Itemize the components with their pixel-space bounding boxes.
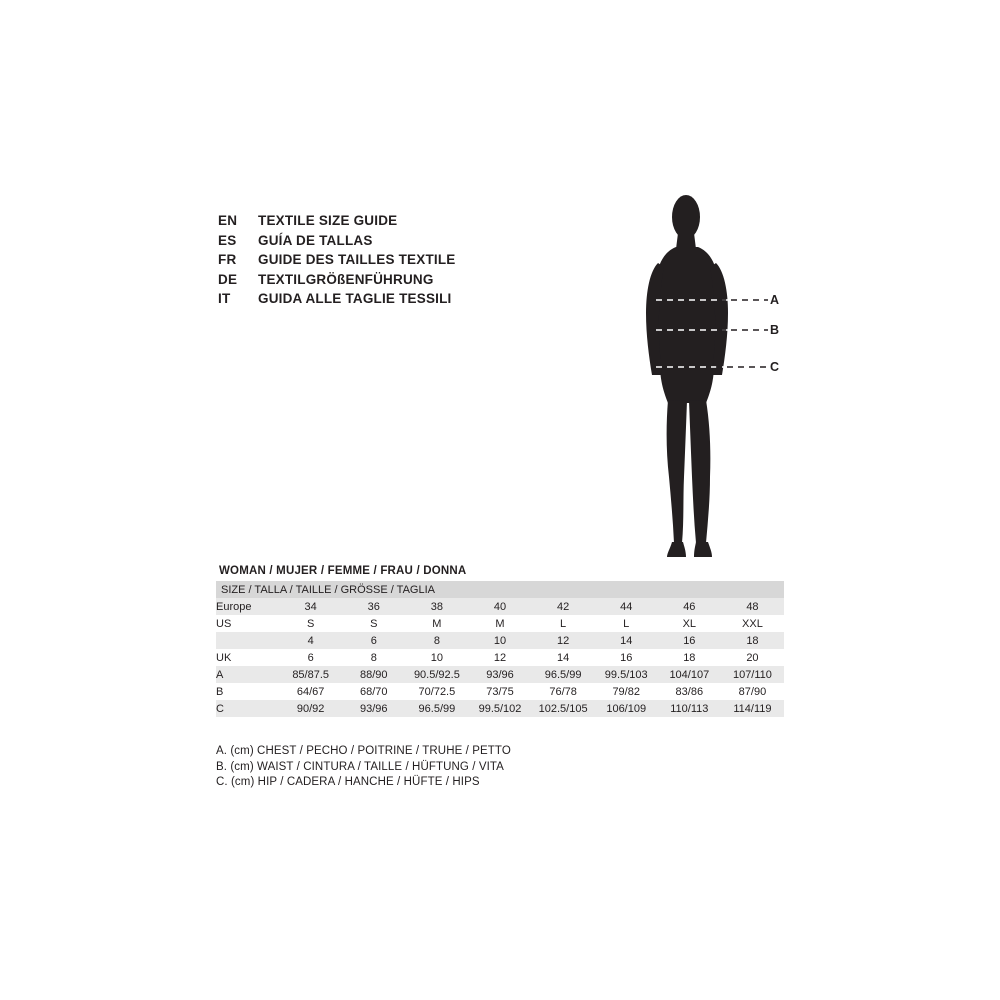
table-cell: 114/119 [721,700,784,717]
table-cell: 16 [595,649,658,666]
table-cell: 8 [405,632,468,649]
legend-line-c: C. (cm) HIP / CADERA / HANCHE / HÜFTE / HIPS [216,776,480,788]
table-cell: L [532,615,595,632]
table-cell: 10 [405,649,468,666]
table-cell: S [279,615,342,632]
title-lang-code: IT [218,291,231,306]
table-row [216,598,784,615]
table-cell: 38 [405,598,468,615]
title-text: TEXTILE SIZE GUIDE [258,213,398,228]
table-cell: 93/96 [468,666,531,683]
measure-label-c: C [770,360,780,374]
table-cell: 90.5/92.5 [405,666,468,683]
table-cell: 102.5/105 [532,700,595,717]
row-label: A [216,666,279,683]
title-text: GUIDA ALLE TAGLIE TESSILI [258,291,452,306]
table-cell: 106/109 [595,700,658,717]
table-cell: 110/113 [658,700,721,717]
title-row [218,213,518,233]
title-row [218,291,518,311]
table-cell: 18 [658,649,721,666]
table-cell: 107/110 [721,666,784,683]
measure-label-a: A [770,293,780,307]
table-cell: XXL [721,615,784,632]
title-row [218,272,518,292]
table-header-label: SIZE / TALLA / TAILLE / GRÖSSE / TAGLIA [216,581,784,598]
table-cell: L [595,615,658,632]
title-text: TEXTILGRÖßENFÜHRUNG [258,271,434,287]
table-cell: 48 [721,598,784,615]
female-silhouette-icon [620,195,840,585]
table-cell: 76/78 [532,683,595,700]
table-cell: 16 [658,632,721,649]
table-cell: 14 [595,632,658,649]
size-table-area [216,565,784,717]
table-cell: M [405,615,468,632]
table-cell: 6 [279,649,342,666]
size-guide-title-block [218,213,518,311]
table-cell: 4 [279,632,342,649]
measure-label-b: B [770,323,780,337]
table-cell: 12 [532,632,595,649]
measurement-legend [216,744,736,791]
row-label: Europe [216,598,279,615]
row-label: C [216,700,279,717]
legend-line-a: A. (cm) CHEST / PECHO / POITRINE / TRUHE / PETTO [216,745,511,757]
table-cell: 44 [595,598,658,615]
table-cell: 85/87.5 [279,666,342,683]
table-row [216,700,784,717]
table-cell: 42 [532,598,595,615]
table-cell: 6 [342,632,405,649]
title-lang-code: DE [218,271,238,287]
legend-line-b: B. (cm) WAIST / CINTURA / TAILLE / HÜFTUNG / VITA [216,760,504,773]
title-text: GUÍA DE TALLAS [258,232,373,248]
table-cell: 90/92 [279,700,342,717]
table-cell: 83/86 [658,683,721,700]
table-cell: 88/90 [342,666,405,683]
table-row [216,649,784,666]
table-cell: 36 [342,598,405,615]
table-row [216,683,784,700]
title-text: GUIDE DES TAILLES TEXTILE [258,252,456,267]
table-cell: 96.5/99 [532,666,595,683]
table-cell: 87/90 [721,683,784,700]
table-cell: M [468,615,531,632]
table-cell: 70/72.5 [405,683,468,700]
table-cell: 99.5/103 [595,666,658,683]
row-label: US [216,615,279,632]
table-cell: 99.5/102 [468,700,531,717]
row-label [216,632,279,649]
table-cell: 96.5/99 [405,700,468,717]
table-cell: 68/70 [342,683,405,700]
table-row [216,632,784,649]
table-cell: 8 [342,649,405,666]
table-group-heading: WOMAN / MUJER / FEMME / FRAU / DONNA [219,565,467,577]
title-lang-code: ES [218,232,237,248]
table-cell: 10 [468,632,531,649]
title-row [218,252,518,272]
row-label: UK [216,649,279,666]
title-lang-code: FR [218,252,237,267]
table-cell: 104/107 [658,666,721,683]
title-lang-code: EN [218,213,238,228]
table-cell: XL [658,615,721,632]
table-cell: 18 [721,632,784,649]
table-cell: 73/75 [468,683,531,700]
row-label: B [216,683,279,700]
table-cell: 46 [658,598,721,615]
table-cell: 64/67 [279,683,342,700]
table-cell: 12 [468,649,531,666]
table-cell: 79/82 [595,683,658,700]
table-cell: 14 [532,649,595,666]
table-cell: 93/96 [342,700,405,717]
table-row [216,666,784,683]
table-cell: 40 [468,598,531,615]
table-header-row [216,581,784,598]
female-body-figure [620,195,840,585]
table-cell: 34 [279,598,342,615]
table-cell: 20 [721,649,784,666]
table-row [216,615,784,632]
table-cell: S [342,615,405,632]
size-table [216,581,784,717]
title-row [218,233,518,253]
